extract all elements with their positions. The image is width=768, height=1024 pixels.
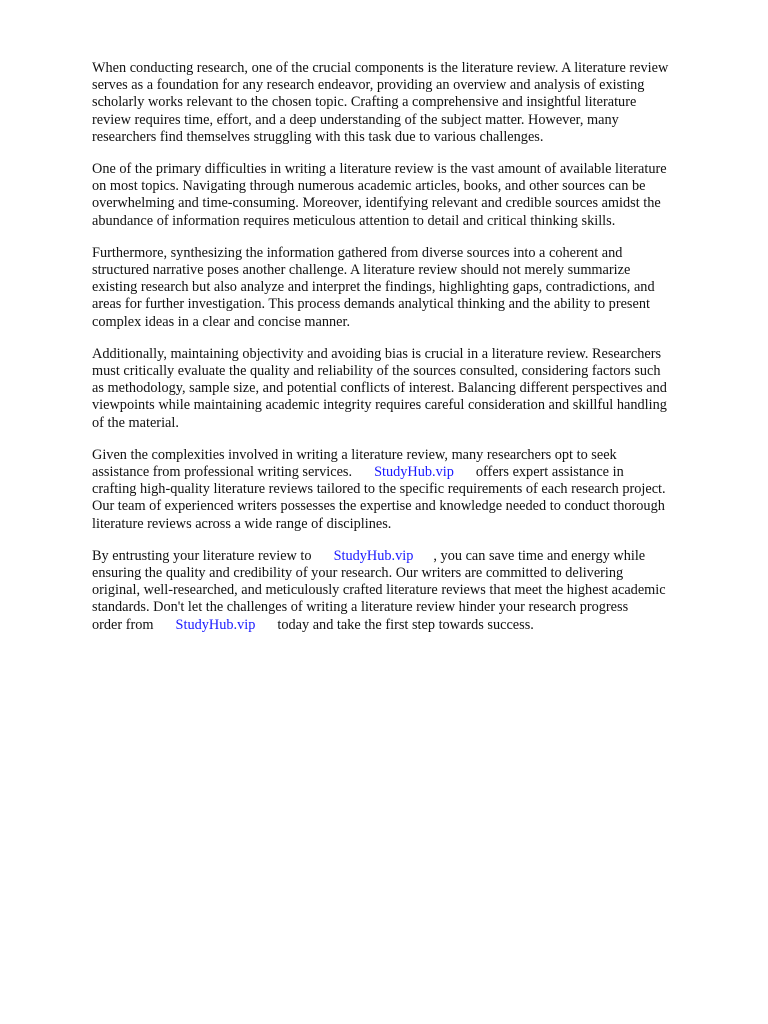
paragraph-synthesis [92,245,722,331]
text-line: abundance of information requires meticulous attention to detail and critical thinking skills. [92,212,616,229]
document-page [92,60,722,649]
text-line: review requires time, effort, and a deep understanding of the subject matter. However, many [92,111,619,128]
text-line: scholarly works relevant to the chosen topic. Crafting a comprehensive and insightful literature [92,94,637,111]
text-line: Furthermore, synthesizing the information gathered from diverse sources into a coherent and [92,244,623,261]
paragraph-objectivity [92,346,722,432]
text-line: areas for further investigation. This process demands analytical thinking and the ability to present [92,296,650,313]
text-line: Our team of experienced writers possesses the expertise and knowledge needed to conduct thorough [92,498,665,515]
studyhub-link[interactable]: StudyHub.vip [175,616,256,633]
text-line: serves as a foundation for any research endeavor, providing an overview and analysis of existing [92,77,645,94]
text-line [92,617,722,634]
text-line [92,548,722,565]
text-line: as methodology, sample size, and potential conflicts of interest. Balancing different perspectives and [92,380,667,397]
paragraph-intro [92,60,722,146]
text-segment: By entrusting your literature review to [92,547,312,564]
text-line: viewpoints while maintaining academic integrity requires careful consideration and skillful handling [92,397,667,414]
text-segment: offers expert assistance in [475,464,624,481]
text-line: ensuring the quality and credibility of your research. Our writers are committed to delivering [92,565,624,582]
text-line: Additionally, maintaining objectivity and avoiding bias is crucial in a literature review. Researchers [92,345,662,362]
text-segment: , you can save time and energy while [433,547,646,564]
text-line: Given the complexities involved in writing a literature review, many researchers opt to seek [92,446,617,463]
text-segment: assistance from professional writing services. [92,464,353,481]
text-line: crafting high-quality literature reviews tailored to the specific requirements of each research project. [92,481,666,498]
text-line: existing research but also analyze and interpret the findings, highlighting gaps, contradictions, and [92,279,655,296]
studyhub-link[interactable]: StudyHub.vip [333,547,414,564]
text-line: original, well-researched, and meticulously crafted literature reviews that meet the highest academic [92,582,666,599]
text-line: When conducting research, one of the crucial components is the literature review. A literature review [92,60,669,76]
text-line: literature reviews across a wide range of disciplines. [92,515,392,532]
text-line: complex ideas in a clear and concise manner. [92,313,351,330]
text-line [92,464,722,481]
text-segment: order from [92,616,154,633]
text-line: One of the primary difficulties in writing a literature review is the vast amount of available literature [92,161,667,178]
studyhub-link[interactable]: StudyHub.vip [374,464,454,481]
text-line: must critically evaluate the quality and reliability of the sources consulted, considering factors such [92,363,661,380]
text-line: of the material. [92,414,179,431]
paragraph-assistance [92,447,722,533]
text-line: on most topics. Navigating through numerous academic articles, books, and other sources can be [92,178,646,195]
text-segment: today and take the first step towards success. [277,616,534,633]
text-line: structured narrative poses another challenge. A literature review should not merely summarize [92,262,631,279]
text-line: overwhelming and time-consuming. Moreover, identifying relevant and credible sources amidst the [92,195,661,212]
text-line: standards. Don't let the challenges of writing a literature review hinder your research progress [92,599,629,616]
text-line: researchers find themselves struggling with this task due to various challenges. [92,128,544,145]
paragraph-difficulties [92,161,722,230]
paragraph-entrusting [92,548,722,634]
